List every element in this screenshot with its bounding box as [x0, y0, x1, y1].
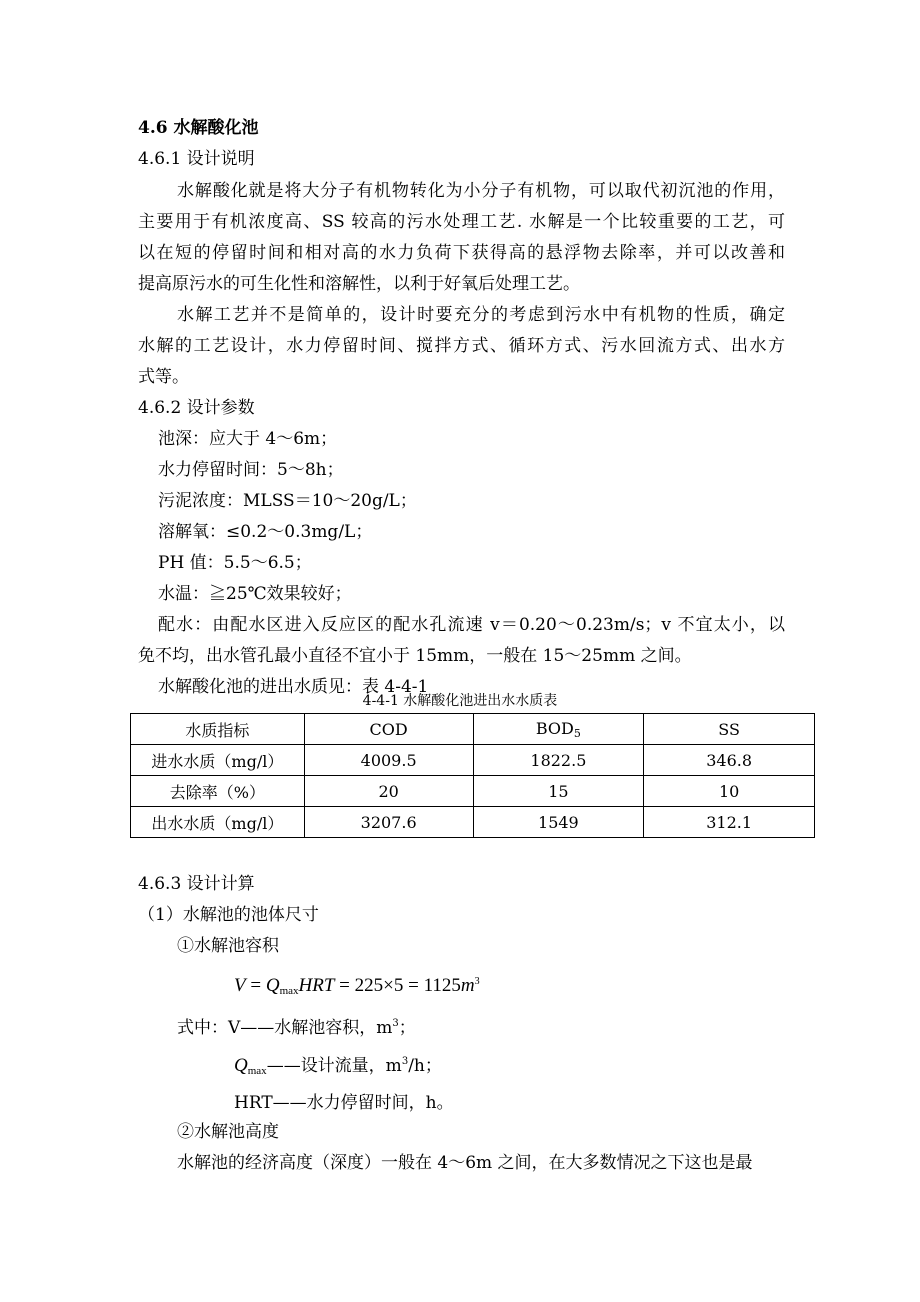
table-header-cell: COD — [304, 714, 473, 745]
table-caption: 4-4-1 水解酸化池进出水水质表 — [362, 693, 558, 709]
paragraph-line: 水解工艺并不是简单的，设计时要充分的考虑到污水中有机物的性质，确定 — [177, 305, 785, 325]
param-item: 污泥浓度：MLSS＝10～20g/L； — [158, 491, 417, 511]
param-item: PH 值：5.5～6.5； — [158, 553, 312, 573]
table-cell: 1822.5 — [473, 745, 644, 776]
table-reference: 水解酸化池的进出水质见：表 4-4-1 — [158, 677, 429, 697]
table-header-cell — [473, 714, 644, 745]
table-header-cell: 水质指标 — [131, 714, 305, 745]
table-cell: 20 — [304, 776, 473, 807]
paragraph-line: 主要用于有机浓度高、SS 较高的污水处理工艺. 水解是一个比较重要的工艺，可 — [138, 212, 785, 232]
table-cell: 346.8 — [644, 745, 815, 776]
bod-subscript: 5 — [573, 726, 581, 740]
param-item: 池深：应大于 4～6m； — [158, 429, 338, 449]
paragraph-line: 水解的工艺设计，水力停留时间、搅拌方式、循环方式、污水回流方式、出水方 — [138, 336, 785, 356]
formula-legend-hrt: HRT——水力停留时间，h。 — [234, 1093, 454, 1113]
param-item: 溶解氧：≤0.2～0.3mg/L； — [158, 522, 373, 542]
paragraph-line: 水解池的经济高度（深度）一般在 4～6m 之间，在大多数情况之下这也是最 — [177, 1153, 753, 1173]
calc-item: （1）水解池的池体尺寸 — [138, 905, 319, 925]
paragraph-line: 水解酸化就是将大分子有机物转化为小分子有机物，可以取代初沉池的作用， — [177, 181, 785, 201]
table-cell: 312.1 — [644, 807, 815, 838]
table-cell: 进水水质（mg/l） — [131, 745, 305, 776]
table-cell: 出水水质（mg/l） — [131, 807, 305, 838]
table-row — [131, 807, 815, 838]
table-cell: 15 — [473, 776, 644, 807]
paragraph-line: 提高原污水的可生化性和溶解性，以利于好氧后处理工艺。 — [138, 274, 580, 294]
table-cell: 去除率（%） — [131, 776, 305, 807]
water-quality-table — [130, 713, 815, 838]
bod-label: BOD — [535, 718, 574, 738]
subsection-title-design-calc: 4.6.3 设计计算 — [138, 874, 255, 894]
table-row — [131, 745, 815, 776]
subsection-title-design-notes: 4.6.1 设计说明 — [138, 149, 255, 169]
volume-formula: $V = Q_{max}HRT = 225\times 5 = 1125m^3$ — [234, 975, 480, 997]
paragraph-line: 以在短的停留时间和相对高的水力负荷下获得高的悬浮物去除率，并可以改善和 — [138, 243, 785, 263]
section-title: 4.6 水解酸化池 — [138, 118, 259, 138]
table-header-cell: SS — [644, 714, 815, 745]
table-cell: 10 — [644, 776, 815, 807]
table-cell: 3207.6 — [304, 807, 473, 838]
formula-legend-qmax: $Q_{max}——$设计流量，$m^3/h$； — [234, 1055, 442, 1077]
table-cell: 4009.5 — [304, 745, 473, 776]
paragraph-line: 式等。 — [138, 367, 189, 387]
calc-subitem: ①水解池容积 — [177, 936, 279, 956]
subsection-title-design-params: 4.6.2 设计参数 — [138, 398, 255, 418]
table-header-row — [131, 714, 815, 745]
param-item-cont: 免不均，出水管孔最小直径不宜小于 15mm，一般在 15～25mm 之间。 — [138, 646, 692, 666]
calc-subitem: ②水解池高度 — [177, 1122, 279, 1142]
param-item: 水温：≧25℃效果较好； — [158, 584, 352, 604]
param-item: 水力停留时间：5～8h； — [158, 460, 344, 480]
formula-legend-v: 式中：V——水解池容积，$m^3$； — [177, 1018, 416, 1038]
table-cell: 1549 — [473, 807, 644, 838]
param-item: 配水：由配水区进入反应区的配水孔流速 v＝0.20～0.23m/s；v 不宜太小，以 — [158, 615, 785, 635]
table-row — [131, 776, 815, 807]
